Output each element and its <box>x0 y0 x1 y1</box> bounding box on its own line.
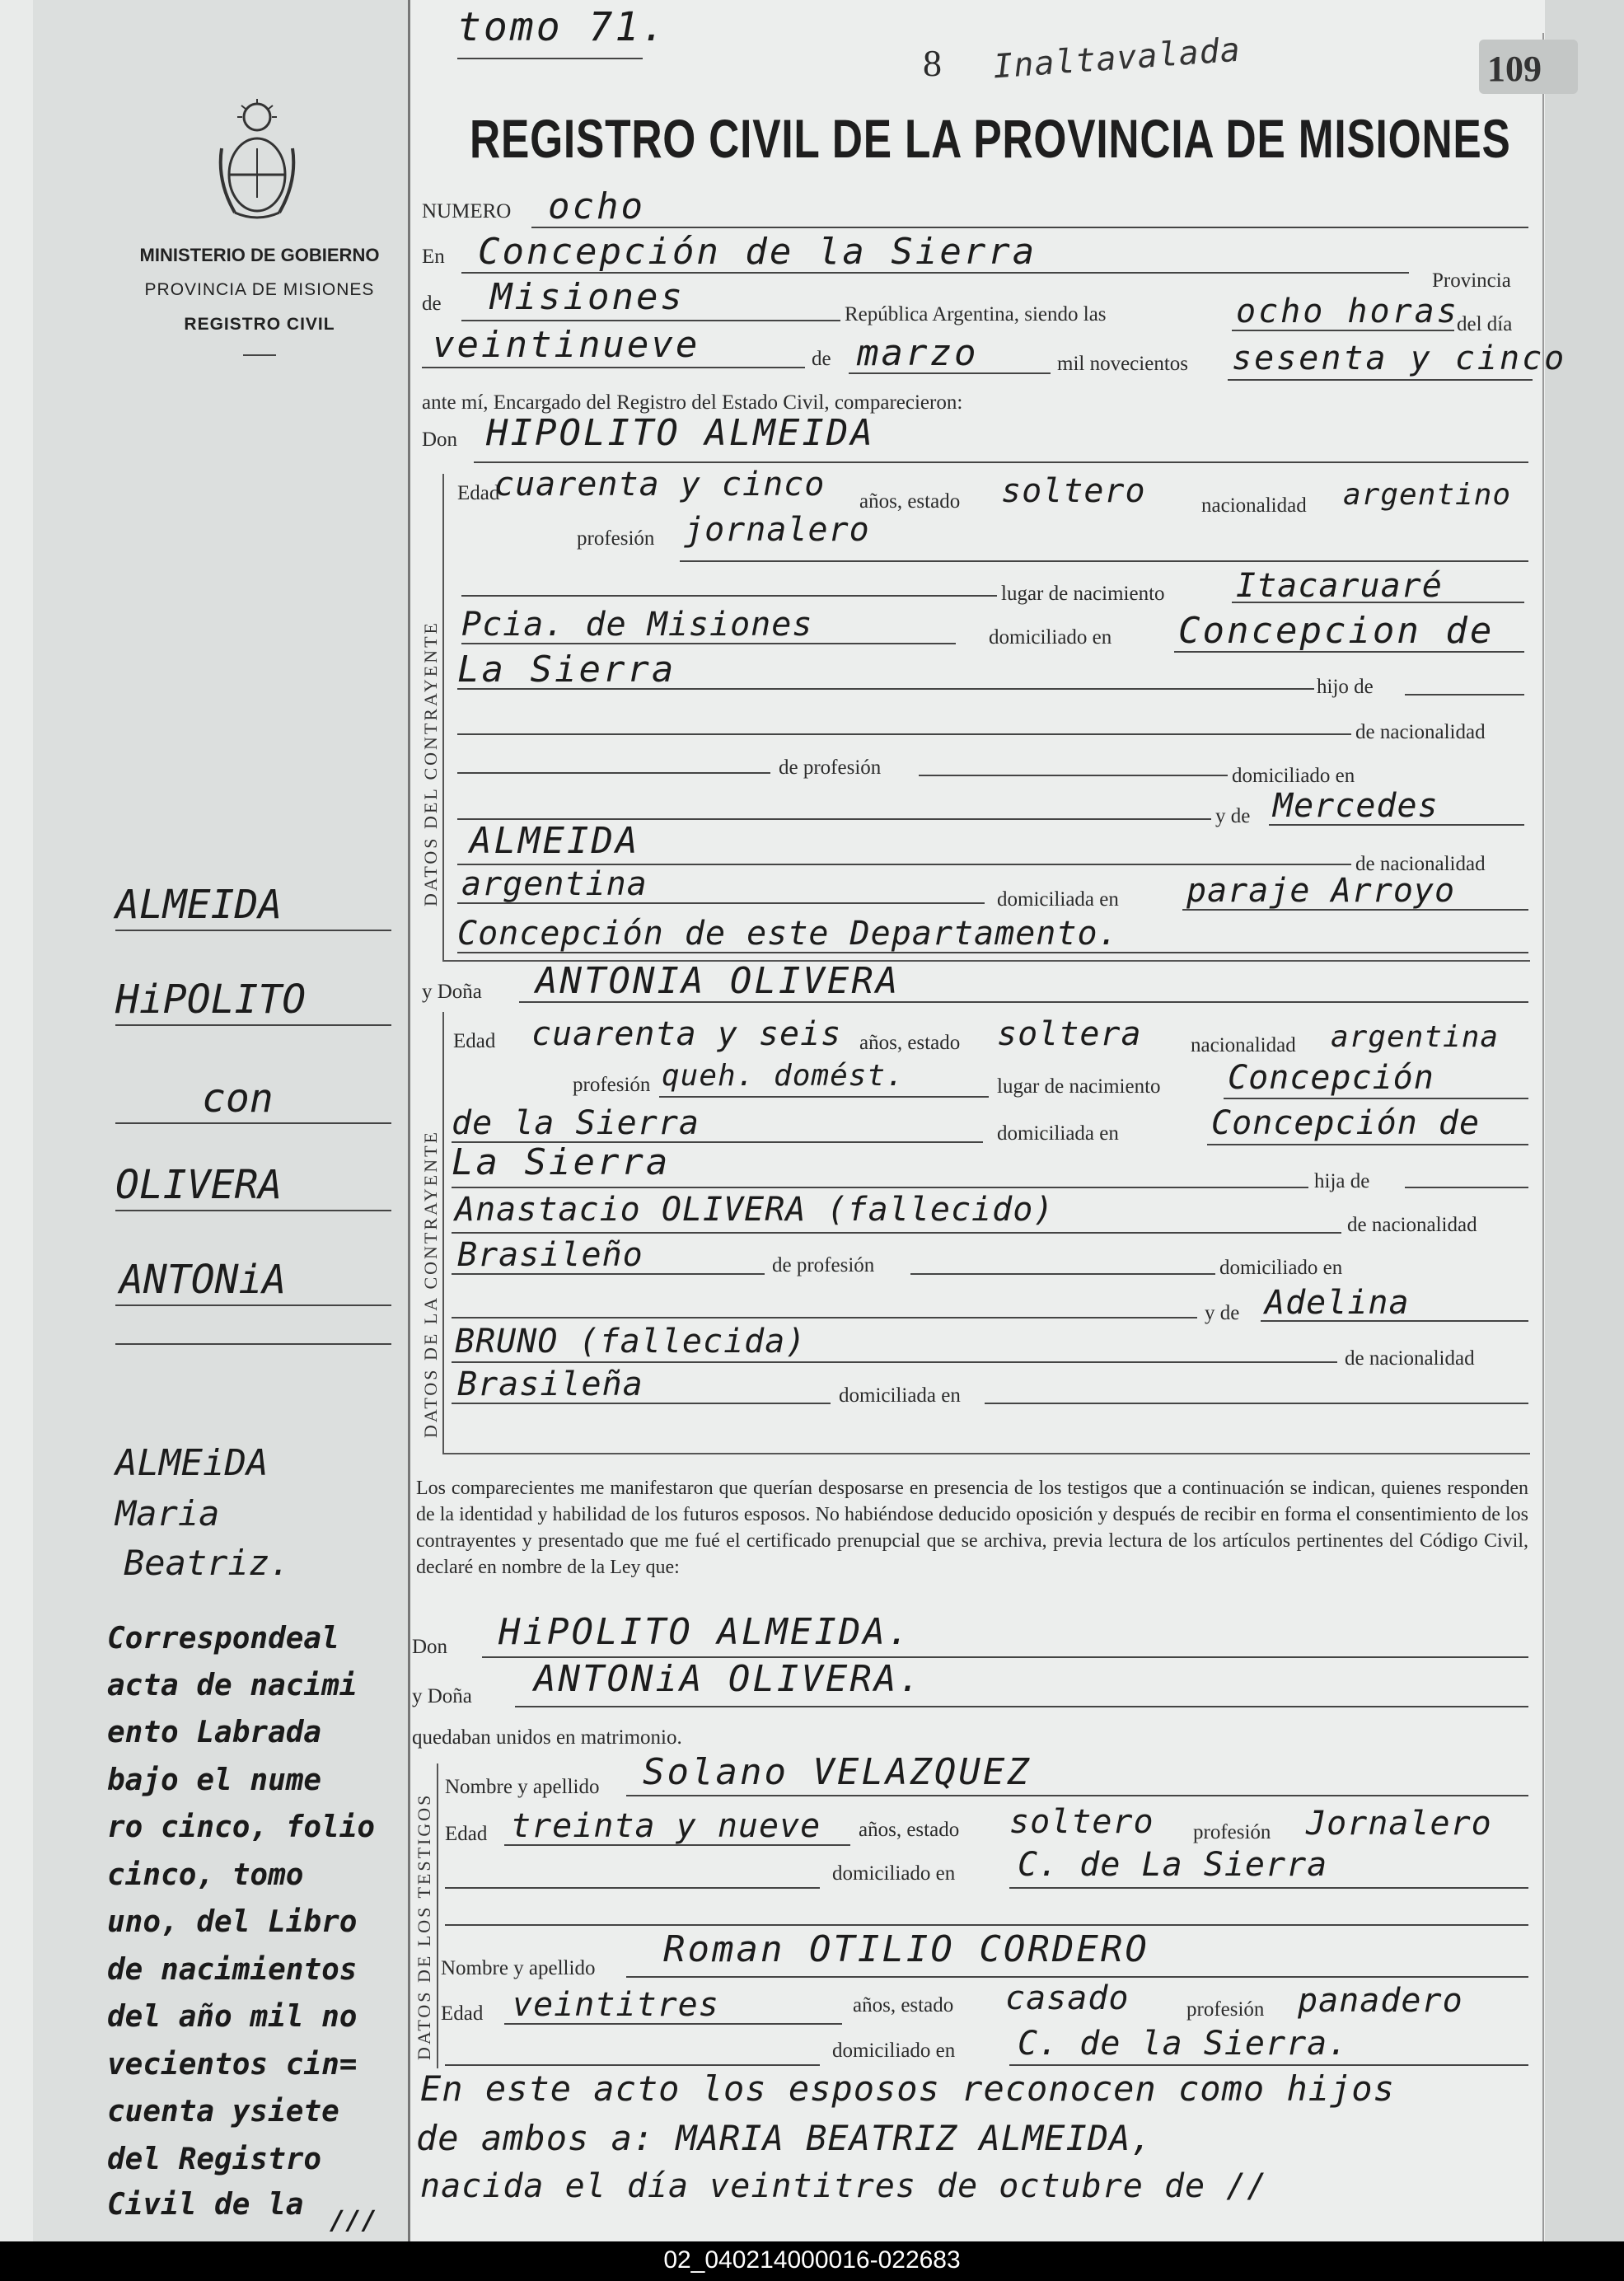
domiciliada-label: domiciliada en <box>997 888 1119 911</box>
field-line <box>1261 1320 1528 1322</box>
coat-of-arms-icon <box>210 99 305 222</box>
margin-note-end: /// <box>330 2204 377 2236</box>
groom-name: HIPOLITO ALMEIDA <box>486 412 875 454</box>
field-line <box>452 1403 831 1404</box>
witness2-address: C. de la Sierra. <box>1018 2025 1349 2063</box>
y-dona-label: y Doña <box>412 1685 472 1707</box>
field-line <box>1224 1098 1528 1099</box>
bride-name: ANTONIA OLIVERA <box>536 960 901 1002</box>
field-line <box>849 372 1051 374</box>
witness2-age: veintitres <box>512 1986 719 2024</box>
en-label: En <box>422 246 445 268</box>
ministry-rule <box>243 354 276 356</box>
numero-label: NUMERO <box>422 200 512 222</box>
declared-groom: HiPOLITO ALMEIDA. <box>498 1611 912 1653</box>
de-profesion-label: de profesión <box>772 1254 875 1276</box>
margin-note-line: uno, del Libro <box>107 1905 358 1939</box>
page-edge <box>1545 0 1624 2241</box>
hija-de-label: hija de <box>1314 1170 1370 1192</box>
field-line <box>452 1361 1337 1363</box>
numero-value: ocho <box>548 185 645 227</box>
field-line <box>680 560 1528 562</box>
de-label-2: de <box>812 348 831 370</box>
field-line <box>515 1706 1528 1707</box>
mil-label: mil novecientos <box>1057 353 1188 375</box>
y-dona-label: y Doña <box>422 981 482 1003</box>
groom-profession: jornalero <box>684 511 870 549</box>
groom-age: cuarenta y cinco <box>494 466 826 504</box>
quedaban-text: quedaban unidos en matrimonio. <box>412 1726 682 1749</box>
don-label: Don <box>412 1636 448 1658</box>
volume-underline <box>457 58 643 59</box>
field-line <box>1232 602 1524 603</box>
field-line <box>985 1403 1528 1404</box>
groom-mother-nationality: argentina <box>461 865 648 903</box>
del-dia-label: del día <box>1457 313 1513 335</box>
margin-rule <box>115 1304 391 1306</box>
field-line <box>461 320 840 321</box>
field-line <box>659 1096 989 1098</box>
groom-birth-province: Pcia. de Misiones <box>461 606 813 644</box>
anos-estado-label: años, estado <box>859 1032 961 1054</box>
bride-mother-surname: BRUNO (fallecida) <box>455 1323 807 1361</box>
de-nacionalidad-label: de nacionalidad <box>1345 1347 1475 1370</box>
don-label: Don <box>422 429 458 451</box>
witness1-address: C. de La Sierra <box>1018 1846 1328 1884</box>
bride-side-label: DATOS DE LA CONTRAYENTE <box>420 1130 441 1438</box>
bride-address-1: Concepción de <box>1211 1104 1481 1142</box>
de-nacionalidad-label: de nacionalidad <box>1347 1214 1477 1236</box>
provincia-label: Provincia <box>1432 269 1511 292</box>
margin-note-line: Civil de la <box>107 2188 304 2222</box>
witness1-profession: Jornalero <box>1306 1805 1492 1843</box>
recognition-note-3: nacida el día veintitres de octubre de // <box>420 2167 1268 2205</box>
groom-address-2: La Sierra <box>457 649 676 691</box>
groom-status: soltero <box>1001 472 1146 510</box>
field-line <box>1174 651 1524 653</box>
margin-surname-groom: ALMEIDA <box>115 882 283 928</box>
page-number-hand: 8 <box>923 42 942 84</box>
lugar-value: Concepción de la Sierra <box>478 231 1037 273</box>
witness2-name: Roman OTILIO CORDERO <box>663 1928 1149 1970</box>
groom-mother-address-2: Concepción de este Departamento. <box>457 915 1119 953</box>
domiciliado-label: domiciliado en <box>832 2040 956 2062</box>
edad-label: Edad <box>445 1823 488 1845</box>
bride-father-nationality: Brasileño <box>457 1236 644 1274</box>
declared-bride: ANTONiA OLIVERA. <box>534 1658 923 1700</box>
profesion-label: profesión <box>577 527 655 550</box>
folio-number: 109 <box>1487 49 1542 89</box>
margin-name-bride: ANTONiA <box>119 1257 287 1303</box>
profesion-label: profesión <box>1186 1998 1265 2021</box>
anio-value: sesenta y cinco <box>1232 340 1567 377</box>
field-line <box>445 2064 820 2066</box>
margin-note-line: de nacimientos <box>107 1953 358 1987</box>
witness2-profession: panadero <box>1298 1982 1463 2020</box>
margin-name-groom: HiPOLITO <box>115 977 307 1023</box>
bride-address-2: La Sierra <box>452 1141 671 1183</box>
field-line <box>1207 1144 1528 1145</box>
groom-mother-name: Mercedes <box>1273 787 1439 825</box>
margin-child-surname: ALMEiDA <box>115 1442 269 1484</box>
field-line <box>504 2023 842 2025</box>
field-line <box>1009 2064 1528 2066</box>
field-line <box>445 1924 1528 1926</box>
bride-profession: queh. domést. <box>662 1059 905 1093</box>
field-line <box>1269 824 1524 826</box>
provincia-value: Misiones <box>490 276 685 318</box>
recognition-note-1: En este acto los esposos reconocen como hijos <box>420 2068 1395 2109</box>
de-profesion-label: de profesión <box>779 756 882 779</box>
field-line <box>626 1795 1528 1796</box>
domiciliado-label: domiciliado en <box>1232 765 1355 787</box>
anos-estado-label: años, estado <box>859 1819 960 1841</box>
margin-rule <box>115 1210 391 1211</box>
profesion-label: profesión <box>1193 1821 1271 1843</box>
anos-estado-label: años, estado <box>853 1994 954 2016</box>
field-line <box>1405 694 1524 696</box>
witness1-age: treinta y nueve <box>511 1807 821 1845</box>
field-line <box>461 595 997 597</box>
republica-label: República Argentina, siendo las <box>845 303 1107 326</box>
field-line <box>519 1001 1528 1003</box>
declaration-paragraph: Los comparecientes me manifestaron que querían desposarse en presencia de los testigos que a continuación se indican, quienes responden de la identidad y habilidad de los futuros esposos. No habiéndose deducido oposición y después de recibir en forma el consentimiento de los contrayentes y presentado que me fué el certificado prenupcial que se archiva, previa lectura de los artículos pertinentes del Código Civil, declaré en nombre de la Ley que: <box>416 1478 1528 1578</box>
field-line <box>452 1232 1341 1234</box>
bride-birthplace-1: Concepción <box>1228 1059 1434 1097</box>
field-line <box>457 952 1528 953</box>
y-de-label: y de <box>1205 1302 1240 1324</box>
de-nacionalidad-label: de nacionalidad <box>1355 721 1486 743</box>
stamp-signature: Inaltavalada <box>991 30 1243 87</box>
edad-label: Edad <box>453 1030 496 1052</box>
field-line <box>531 227 1528 228</box>
bride-mother-name: Adelina <box>1265 1284 1410 1322</box>
bride-mother-nationality: Brasileña <box>457 1365 644 1403</box>
groom-birthplace: Itacaruaré <box>1236 567 1443 605</box>
margin-note-line: cinco, tomo <box>107 1858 304 1892</box>
nombre-apellido-label: Nombre y apellido <box>441 1957 596 1979</box>
de-label: de <box>422 293 442 315</box>
margin-child-middle: Beatriz. <box>124 1543 291 1583</box>
field-line <box>457 902 985 904</box>
field-line <box>910 1273 1215 1275</box>
field-line <box>626 1976 1528 1978</box>
margin-note-line: del año mil no <box>107 2000 358 2034</box>
field-line <box>474 461 1528 463</box>
groom-mother-surname: ALMEIDA <box>470 820 640 862</box>
groom-nationality: argentino <box>1343 478 1512 512</box>
ante-mi-text: ante mí, Encargado del Registro del Estado Civil, comparecieron: <box>422 391 963 414</box>
groom-side-label: DATOS DEL CONTRAYENTE <box>420 621 441 906</box>
ministry-province: PROVINCIA DE MISIONES <box>144 280 375 299</box>
domiciliado-label: domiciliado en <box>832 1862 956 1885</box>
witness2-status: casado <box>1005 1979 1130 2017</box>
bride-status: soltera <box>997 1015 1142 1053</box>
groom-mother-address-1: paraje Arroyo <box>1186 872 1456 910</box>
y-de-label: y de <box>1215 805 1251 827</box>
witness1-name: Solano VELAZQUEZ <box>643 1751 1032 1793</box>
lugar-nac-label: lugar de nacimiento <box>997 1075 1161 1098</box>
field-line <box>457 772 770 774</box>
nacionalidad-label: nacionalidad <box>1191 1034 1296 1056</box>
field-line <box>452 1187 1308 1188</box>
margin-note-line: bajo el nume <box>107 1763 322 1797</box>
field-line <box>1009 1887 1528 1889</box>
volume-note: tomo 71. <box>457 4 668 50</box>
de-nacionalidad-label: de nacionalidad <box>1355 853 1486 875</box>
edad-label: Edad <box>441 2002 484 2025</box>
hora-value: ocho horas <box>1236 293 1459 330</box>
page-divider <box>408 0 410 2241</box>
nombre-apellido-label: Nombre y apellido <box>445 1776 600 1798</box>
domiciliado-label: domiciliado en <box>989 626 1112 649</box>
margin-rule <box>115 1122 391 1124</box>
hijo-de-label: hijo de <box>1317 676 1374 698</box>
margin-note-line: del Registro <box>107 2143 322 2176</box>
anos-estado-label: años, estado <box>859 490 961 513</box>
margin-rule <box>115 930 391 931</box>
margin-con: con <box>202 1075 274 1122</box>
margin-note-line: ro cinco, folio <box>107 1810 376 1844</box>
edad-label: Edad <box>457 482 500 504</box>
witness-side-label: DATOS DE LOS TESTIGOS <box>414 1792 434 2060</box>
nacionalidad-label: nacionalidad <box>1201 494 1307 517</box>
field-line <box>461 272 1409 274</box>
bride-nationality: argentina <box>1331 1020 1500 1054</box>
domiciliado-label: domiciliado en <box>1219 1257 1343 1279</box>
margin-child-name: Maria <box>115 1493 220 1534</box>
field-line <box>422 367 805 368</box>
margin-rule <box>115 1343 391 1345</box>
domiciliada-label: domiciliada en <box>997 1122 1119 1145</box>
field-line <box>452 1317 1197 1318</box>
field-line <box>445 1887 820 1889</box>
margin-surname-bride: OLIVERA <box>115 1162 283 1208</box>
margin-note-line: Correspondeal <box>107 1622 339 1656</box>
field-line <box>919 775 1228 776</box>
margin-note-line: vecientos cin= <box>107 2048 358 2082</box>
profesion-label: profesión <box>573 1074 651 1096</box>
margin-note-line: cuenta ysiete <box>107 2095 339 2129</box>
field-line <box>1405 1187 1528 1188</box>
bride-age: cuarenta y seis <box>531 1015 842 1053</box>
domiciliada-label: domiciliada en <box>839 1384 961 1407</box>
field-line <box>461 643 956 644</box>
field-line <box>457 688 1314 690</box>
registry-title: REGISTRO CIVIL DE LA PROVINCIA DE MISIONES <box>470 108 1511 169</box>
margin-note-line: acta de nacimi <box>107 1669 358 1703</box>
lugar-nac-label: lugar de nacimiento <box>1001 583 1165 605</box>
field-line <box>1182 909 1528 911</box>
bride-father: Anastacio OLIVERA (fallecido) <box>455 1191 1055 1229</box>
ministry-name: MINISTERIO DE GOBIERNO <box>139 245 380 265</box>
margin-rule <box>115 1024 391 1026</box>
margin-note-line: ento Labrada <box>107 1716 322 1749</box>
bride-birthplace-2: de la Sierra <box>452 1104 700 1142</box>
mes-value: marzo <box>857 332 979 374</box>
groom-address-1: Concepcion de <box>1178 610 1495 652</box>
dia-value: veintinueve <box>433 324 700 366</box>
field-line <box>1232 330 1454 331</box>
field-line <box>504 1844 850 1846</box>
witness1-status: soltero <box>1009 1803 1154 1841</box>
ministry-registry: REGISTRO CIVIL <box>184 315 335 334</box>
field-line <box>1228 379 1533 381</box>
recognition-note-2: de ambos a: MARIA BEATRIZ ALMEIDA, <box>416 2118 1153 2158</box>
field-line <box>452 1273 765 1275</box>
image-identifier: 02_040214000016-022683 <box>663 2246 961 2274</box>
field-line <box>457 733 1351 735</box>
